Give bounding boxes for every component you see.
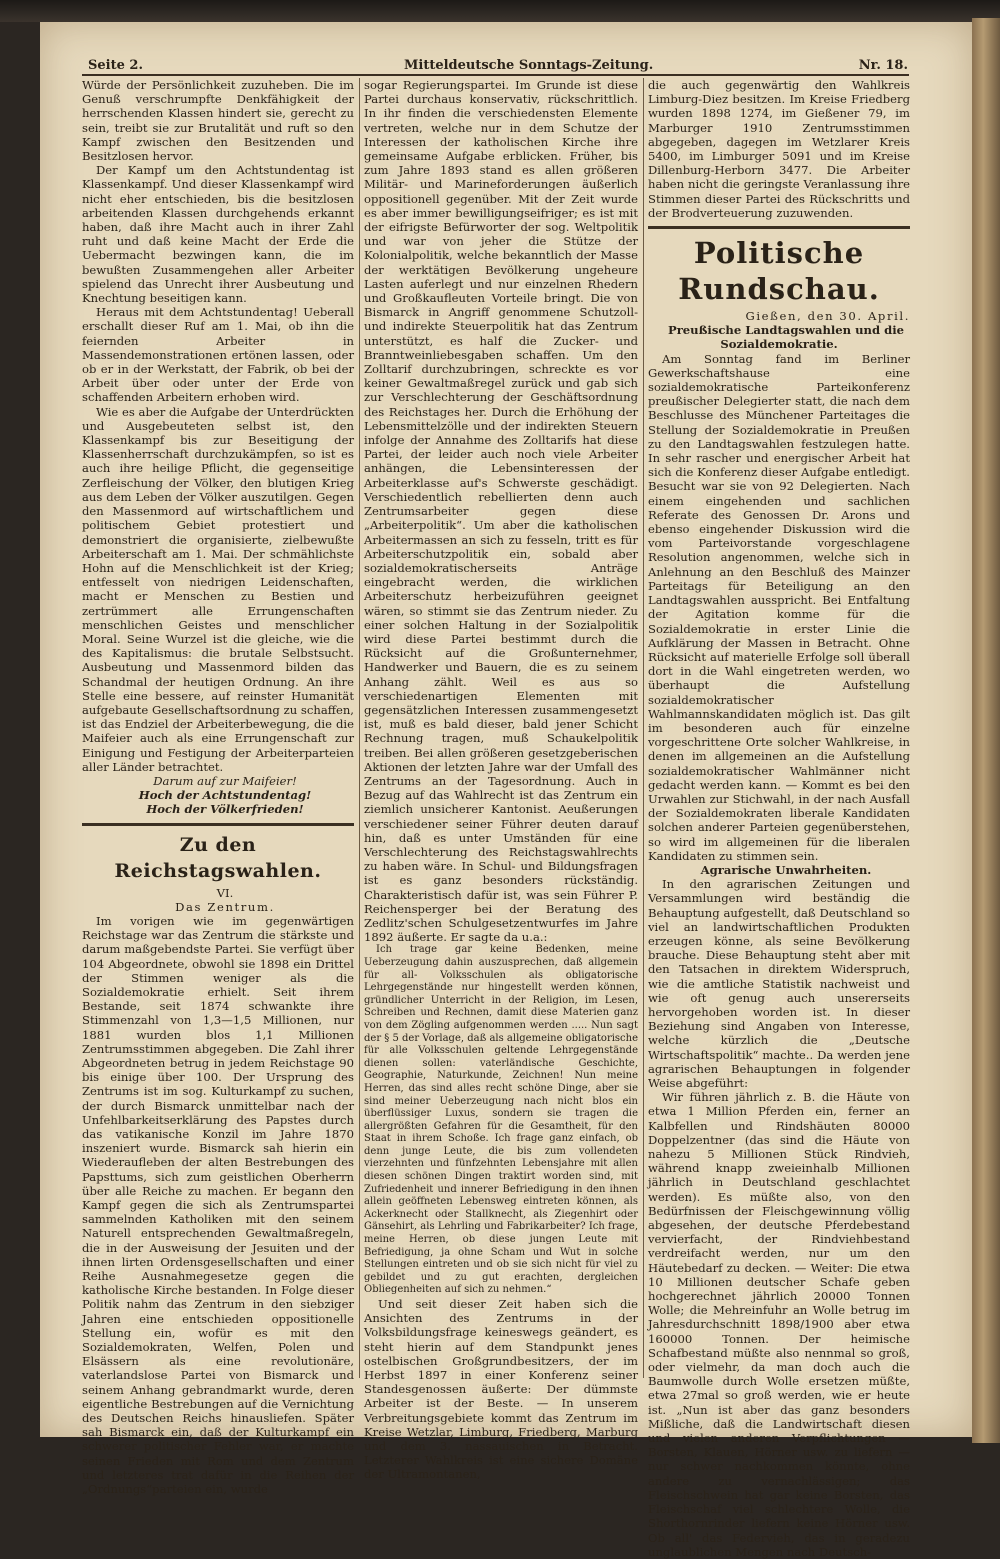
section-rule (648, 226, 910, 229)
column-divider (643, 78, 644, 1378)
slogan: Hoch der Achtstundentag! (138, 788, 312, 803)
paragraph: Wir führen jährlich z. B. die Häute von etwa 1 Million Pferden ein, ferner an Kalbfellen und Rindshäuten 80000 Doppelzentner (das sind die Häute von nahezu 5 Millionen Stück Rindvieh, während knapp zweieinhalb Millionen jährlich in Deutschland geschlachtet werden). Es müßte also, von den Bedürfnissen der Fleischgewinnung völlig abgesehen, der deutsche Pferdebestand vervierfacht, der Rindviehbestand verdreifacht werden, nur um den Häutebedarf zu decken. — Weiter: Die etwa 10 Millionen deutscher Schafe geben hochgerechnet jährlich 20000 Tonnen Wolle; die Mehreinfuhr an Wolle betrug im Jahresdurchschnitt 1898/1900 aber etwa 160000 Tonnen. Der heimische Schafbestand müßte also nennmal so groß, oder vielmehr, da man doch auch die Baumwolle durch Wolle ersetzen müßte, etwa 27mal so groß werden, wie er heute ist. „Nun ist aber das ganz besonders Mißliche, daß die Landwirtschaft diesen und vielen anderen Verpflichtungen — Borsten, Klauen, Hörner usw. zu liefern — nur schwer nachkommen könnte, ohne andere zu vernachlässigen; das Fleischschwein hat gar keine Borsten, das Fleischschaf viel schlechtere Wolle, die Shorthornrinder liefern keine Hörner usw. Ob all' das Federvieh, das in geradezu unglaublichen Mengen nach Deutsch- (648, 1090, 910, 1559)
column-2 (364, 78, 638, 1482)
column-1 (82, 78, 354, 1496)
paragraph: Heraus mit dem Achtstundentag! Ueberall erschallt dieser Ruf am 1. Mai, ob ihn die feiernden Arbeiter in Massendemonstrationen ertönen lassen, oder ob er in der Werkstatt, der Fabrik, ob bei der Arbeit über oder unter der Erde von schaffenden Arbeitern erhoben wird. (82, 305, 354, 405)
paragraph: Im vorigen wie im gegenwärtigen Reichstage war das Zentrum die stärkste und darum maßgebendste Partei. Sie verfügt über 104 Abgeordnete, obwohl sie 1898 ein Drittel der Stimmen weniger als die Sozialdemokratie erhielt. Seit ihrem Bestande, seit 1874 schwankte ihre Stimmenzahl von 1,3—1,5 Millionen, nur 1881 wurden blos 1,1 Millionen Zentrumsstimmen abgegeben. Die Zahl ihrer Abgeordneten betrug in jedem Reichstage 90 bis einige über 100. Der Ursprung des Zentrums ist im sog. Kulturkampf zu suchen, der durch Bismarck unmittelbar nach der Unfehlbarkeitserklärung des Papstes durch das vatikanische Konzil im Jahre 1870 inszeniert wurde. Bismarck sah hierin ein Wiederaufleben der alten Bestrebungen des Papsttums, sich zum geistlichen Oberherrn über alle Reiche zu machen. Er begann den Kampf gegen die sich als Zentrumspartei sammelnden Katholiken mit den seinem Naturell entsprechenden Gewaltmaßregeln, die in der Ausweisung der Jesuiten und der ihnen lirten Ordensgesellschaften und einer Reihe Ausnahmegesetze gegen die katholische Kirche bestanden. In Folge dieser Politik nahm das Zentrum in den siebziger Jahren eine entschieden oppositionelle Stellung ein, wofür es mit den Sozialdemokraten, Welfen, Polen und Elsässern als eine revolutionäre, vaterlandslose Partei von Bismarck und seinem Anhang gebrandmarkt wurde, deren eigentliche Bestrebungen auf die Vernichtung des Deutschen Reichs hinausliefen. Später sah Bismarck ein, daß der Kulturkampf ein schwerer politischer Fehler war, er machte seinen Frieden mit Rom und dem Zentrum und letzteres trat dafür in die Reihen der „Ordnungs“parteien ein, wurde (82, 913, 354, 1497)
newspaper-title: Mitteldeutsche Sonntags-Zeitung. (404, 58, 654, 73)
paragraph: In den agrarischen Zeitungen und Versammlungen wird beständig die Behauptung aufgestellt, daß Deutschland so viel an landwirtschaftlichen Produkten erzeugen könne, als seine Bevölkerung brauche. Diese Behauptung steht aber mit den Tatsachen in direktem Widerspruch, wie die amtliche Statistik nachweist und wie oft genug auch unsererseits hervorgehoben worden ist. In dieser Beziehung sind Angaben von Interesse, welche kürzlich die „Deutsche Wirtschaftspolitik“ machte.. Da werden jene agrarischen Behauptungen in folgender Weise abgeführt: (648, 877, 910, 1090)
slogan: Darum auf zur Maifeier! (153, 773, 297, 788)
slogan: Hoch der Völkerfrieden! (146, 802, 304, 817)
issue-number: Nr. 18. (858, 58, 908, 73)
page-header (48, 40, 908, 73)
section-title: Zu den Reichstagswahlen. (114, 833, 322, 882)
paragraph: Wie es aber die Aufgabe der Unterdrückten und Ausgebeuteten selbst ist, den Klassenkampf bis zur Beseitigung der Klassenherrschaft durchzukämpfen, so ist es auch ihre heilige Pflicht, die gegenseitige Zerfleischung der Völker, den blutigen Krieg aus dem Leben der Völker auszutilgen. Gegen den Massenmord auf wirtschaftlichem und politischem Gebiet protestiert und demonstriert die organisierte, zielbewußte Arbeiterschaft am 1. Mai. Der schmählichste Hohn auf die Menschlichkeit ist der Krieg; entfesselt von niedrigen Leidenschaften, macht er Menschen zu Bestien und zertrümmert alle Errungenschaften menschlichen Geistes und menschlicher Moral. Seine Wurzel ist die gleiche, wie die des Kapitalismus: die brutale Selbstsucht. Ausbeutung und Massenmord bilden das Schandmal der heutigen Ordnung. An ihre Stelle eine bessere, auf reinster Humanität aufgebaute Gesellschaftsordnung zu schaffen, ist das Endziel der Arbeiterbewegung, die die Maifeier auch als eine Errungenschaft zur Einigung und Festigung der Arbeiterparteien aller Länder betrachtet. (82, 404, 354, 774)
article-headline: Agrarische Unwahrheiten. (700, 862, 872, 877)
paragraph: sogar Regierungspartei. Im Grunde ist diese Partei durchaus konservativ, rückschrittlich. In ihr finden die verschiedensten Elemente vertreten, welche nur in dem Schutze der Interessen der katholischen Kirche ihre gemeinsame Aufgabe erblicken. Früher, bis zum Jahre 1893 stand es allen größeren Militär- und Marineforderungen äußerlich oppositionell gegenüber. Mit der Zeit wurde es aber immer bewilligungseifriger; es ist mit der eifrigste Befürworter der sog. Weltpolitik und war von jeher die Stütze der Kolonialpolitik, welche bekanntlich der Masse der werktätigen Bevölkerung ungeheure Lasten auferlegt und nur einzelnen Rhedern und Großkaufleuten Vorteile bringt. Die von Bismarck in Angriff genommene Schutzoll- und indirekte Steuerpolitik hat das Zentrum unterstützt, es half die Zucker- und Branntweinliebesgaben schaffen. Um den Zolltarif durchzubringen, schreckte es vor keiner Gewaltmaßregel zurück und gab sich zur Verschlechterung der Geschäftsordnung des Reichstages her. Durch die Erhöhung der Lebensmittelzölle und der indirekten Steuern infolge der Annahme des Zolltarifs hat diese Partei, der leider auch noch viele Arbeiter anhängen, die Lebensinteressen der Arbeiterklasse auf's Schwerste geschädigt. Verschiedentlich rebellierten denn auch Zentrumsarbeiter gegen diese „Arbeiterpolitik“. Um aber die katholischen Arbeitermassen an sich zu fesseln, tritt es für Arbeiterschutzpolitik ein, sobald aber sozialdemokratischerseits Anträge eingebracht werden, die wirklichen Arbeiterschutz herbeizuführen geeignet wären, so stimmt sie das Zentrum nieder. Zu einer solchen Haltung in der Sozialpolitik wird diese Partei bestimmt durch die Rücksicht auf die Großunternehmer, Handwerker und Bauern, die es zu seinem Anhang zählt. Weil es aus so verschiedenartigen Elementen mit gegensätzlichen Interessen zusammengesetzt ist, muß es bald dieser, bald jener Schicht Rechnung tragen, muß Schaukelpolitik treiben. Bei allen größeren gesetzgeberischen Aktionen der letzten Jahre war der Umfall des Zentrums an der Tagesordnung. Auch in Bezug auf das Wahlrecht ist das Zentrum ein ziemlich unsicherer Kantonist. Aeußerungen verschiedener seiner Führer deuten darauf hin, daß es unter Umständen für eine Verschlechterung des Reichstagswahlrechts zu haben wäre. In Schul- und Bildungsfragen ist es ganz besonders rückständig. Charakteristisch dafür ist, was sein Führer P. Reichensperger bei der Beratung des Zedlitz'schen Schulgesetzentwurfes im Jahre 1892 äußerte. Er sagte da u.a.: (364, 78, 638, 945)
paragraph: Der Kampf um den Achtstundentag ist Klassenkampf. Und dieser Klassenkampf wird nicht eher entschieden, bis die besitzlosen arbeitenden Klassen durchgehends erkannt haben, daß ihre Macht auch in ihrer Zahl ruht und daß keine Macht der Erde die Uebermacht bezwingen kann, die im bewußten Zusammengehen aller Arbeiter spielend das Unrecht ihrer Ausbeutung und Knechtung beseitigen kann. (82, 163, 354, 306)
page-number: Seite 2. (88, 58, 143, 73)
page-edge (972, 18, 1000, 1443)
header-rule (82, 74, 909, 76)
section-subtitle: Das Zentrum. (175, 899, 275, 914)
paragraph: Und seit dieser Zeit haben sich die Ansichten des Zentrums in der Volksbildungsfrage keineswegs geändert, es steht hierin auf dem Standpunkt jenes ostelbischen Großgrundbesitzers, der im Herbst 1897 in einer Konferenz seiner Standesgenossen äußerte: Der dümmste Arbeiter ist der Beste. — In unserem Verbreitungsgebiete kommt das Zentrum im Kreise Wetzlar, Limburg, Friedberg, Marburg und dem 3. nassauischen in Betracht. Letzterer Wahlkreis ist eine sichere Domäne der Ultramontanen, (364, 1297, 638, 1482)
paragraph: die auch gegenwärtig den Wahlkreis Limburg-Diez besitzen. Im Kreise Friedberg wurden 1898 1274, im Gießener 79, im Marburger 1910 Zentrumsstimmen abgegeben, dagegen im Wetzlarer Kreis 5400, im Limburger 5091 und im Kreise Dillenburg-Herborn 3477. Die Arbeiter haben nicht die geringste Veranlassung ihre Stimmen dieser Partei des Rückschritts und der Brodverteuerung zuzuwenden. (648, 78, 910, 220)
section-rule (82, 823, 354, 826)
paragraph: Am Sonntag fand im Berliner Gewerkschaftshause eine sozialdemokratische Parteikonferenz preußischer Delegierter statt, die nach dem Beschlusse des Münchener Parteitages die Stellung der Sozialdemokratie in Preußen zu den Landtagswahlen festzulegen hatte. In sehr rascher und energischer Arbeit hat sich die Konferenz dieser Aufgabe entledigt. Besucht war sie von 92 Delegierten. Nach einem eingehenden und sachlichen Referate des Genossen Dr. Arons und ebenso eingehender Diskussion wird die vom Parteivorstande vorgeschlagene Resolution angenommen, welche sich in Anlehnung an den Beschluß des Mainzer Parteitags für Beteiligung an den Landtagswahlen ausspricht. Bei Entfaltung der Agitation komme für die Sozialdemokratie in erster Linie die Aufklärung der Massen in Betracht. Ohne Rücksicht auf materielle Erfolge soll überall dort in die Wahl eingetreten werden, wo überhaupt die Aufstellung sozialdemokratischer Wahlmannskandidaten möglich ist. Das gilt im besonderen auch für einzelne vorgeschrittene Orte solcher Wahlkreise, in denen im allgemeinen an die Aufstellung sozialdemokratischer Wahlmänner nicht gedacht werden kann. — Kommt es bei den Urwahlen zur Stichwahl, in der nach Ausfall der Sozialdemokraten liberale Kandidaten solchen anderer Parteien gegenüberstehen, so wird im allgemeinen für die liberalen Kandidaten zu stimmen sein. (648, 351, 910, 863)
top-edge (0, 0, 1000, 22)
article-headline: Preußische Landtagswahlen und die Sozialdemokratie. (667, 323, 905, 352)
paragraph: Würde der Persönlichkeit zuzuheben. Die im Genuß verschrumpfte Denkfähigkeit der herrschenden Klassen hindert sie, gerecht zu sein, treibt sie zur Brutalität und ruft so den Kampf zwischen den Besitzenden und Besitzlosen hervor. (82, 78, 354, 164)
column-divider (359, 78, 360, 1378)
section-number: VI. (216, 885, 234, 900)
quote-block (364, 944, 638, 1297)
quote: Ich trage gar keine Bedenken, meine Ueberzeugung dahin auszusprechen, daß allgemein für all- Volksschulen als obligatorische Lehrgegenstände nur hingestellt werden können, gründlicher Unterricht in der Religion, im Lesen, Schreiben und Rechnen, damit diese Materien ganz von dem Zögling aufgenommen werden ..... Nun sagt der § 5 der Vorlage, daß als allgemeine obligatorische für alle Volksschulen geltende Lehrgegenstände dienen sollen: vaterländische Geschichte, Geographie, Naturkunde, Zeichnen! Nun meine Herren, das sind alles recht schöne Dinge, aber sie sind meiner Ueberzeugung nach nicht blos ein überflüssiger Luxus, sondern sie tragen die allergrößten Gefahren für die Gesamtheit, für den Staat in ihrem Schoße. Ich frage ganz einfach, ob denn junge Leute, die bis zum vollendeten vierzehnten und fünfzehnten Lebensjahre mit allen diesen schönen Dingen traktirt worden sind, mit Zufriedenheit und innerer Befriedigung in den ihnen allein geöffneten Lebensweg eintreten können, als Ackerknecht oder Stallknecht, als Ziegenhirt oder Gänsehirt, als Lehrling und Fabrikarbeiter? Ich frage, meine Herren, ob diese jungen Leute mit Befriedigung, ja ohne Scham und Wut in solche Stellungen eintreten und ob sie sich nicht für viel zu gebildet und zu gut erachten, dergleichen Obliegenheiten auf sich zu nehmen.“ (364, 944, 639, 1296)
section-title: Politische Rundschau. (678, 236, 880, 307)
dateline: Gießen, den 30. April. (745, 309, 910, 324)
column-3 (648, 78, 910, 1559)
